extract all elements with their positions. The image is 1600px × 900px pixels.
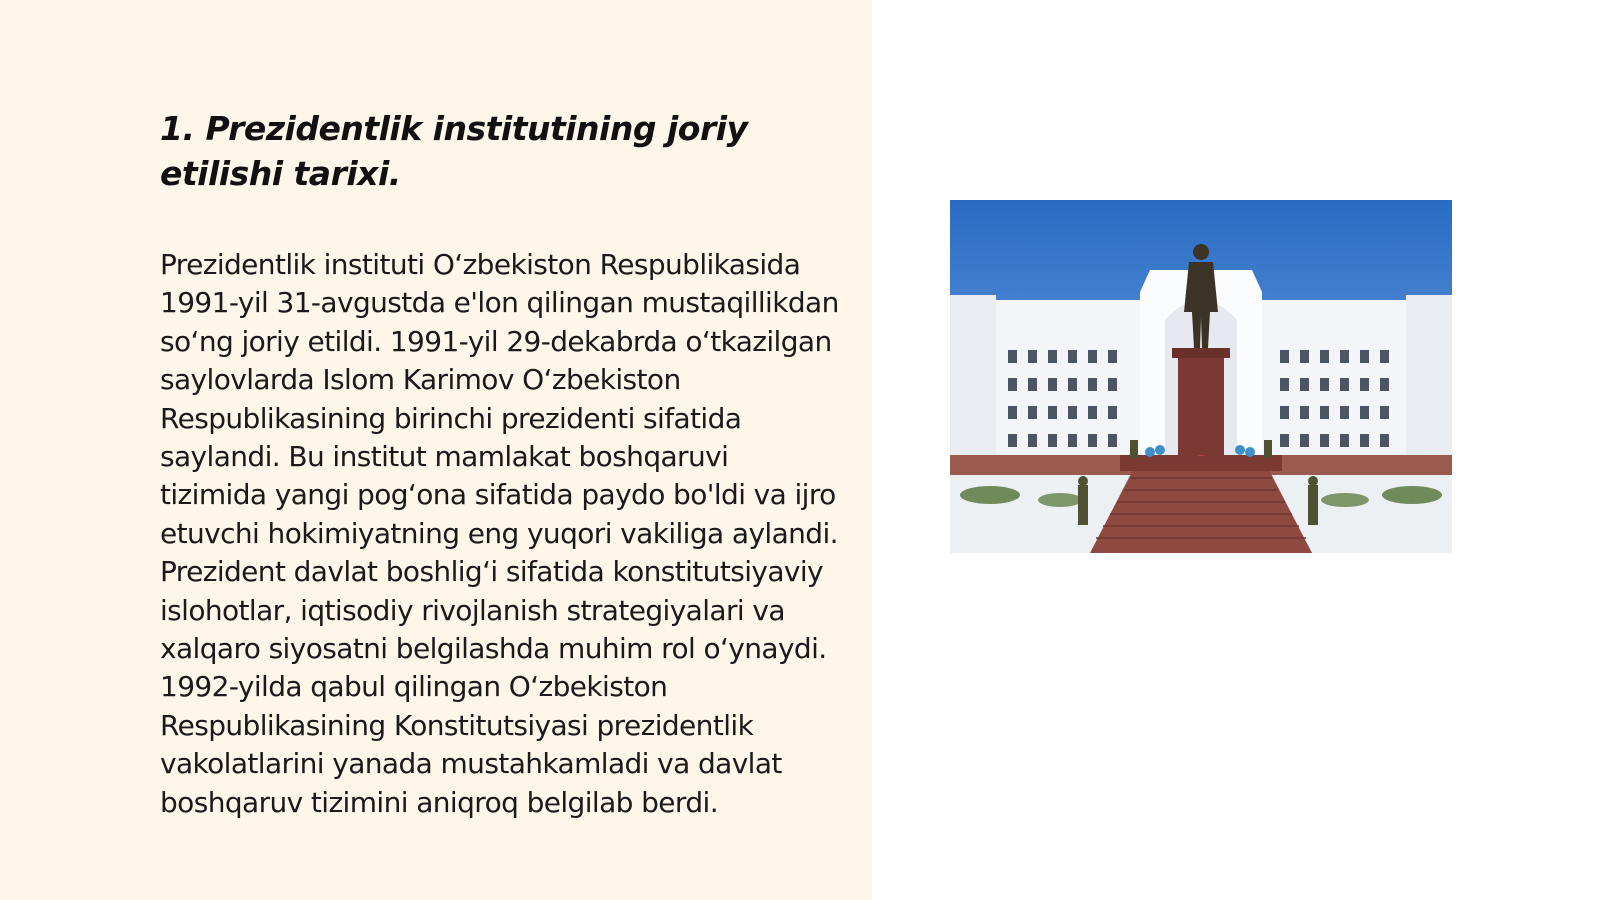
slide-heading: 1. Prezidentlik institutining joriy etilishi tarixi.: [160, 109, 748, 193]
slide-body-text: Prezidentlik instituti O‘zbekiston Respublikasida 1991-yil 31-avgustda e'lon qilingan mustaqillikdan so‘ng joriy etildi. 1991-yil 29-dekabrda o‘tkazilgan saylovlarda Islom Karimov O‘zbekiston Respublikasining birinchi prezidenti sifatida saylandi. Bu institut mamlakat boshqaruvi tizimida yangi pog‘ona sifatida paydo bo'ldi va ijro etuvchi hokimiyatning eng yuqori vakiliga aylandi. Prezident davlat boshlig‘i sifatida konstitutsiyaviy islohotlar, iqtisodiy rivojlanish strategiyalari va xalqaro siyosatni belgilashda muhim rol o‘ynaydi. 1992-yilda qabul qilingan O‘zbekiston Respublikasining Konstitutsiyasi prezidentlik vakolatlarini yanada mustahkamladi va davlat boshqaruv tizimini aniqroq belgilab berdi.: [160, 248, 839, 819]
monument-photo: [950, 200, 1452, 553]
monument-photo-icon: [950, 200, 1452, 553]
